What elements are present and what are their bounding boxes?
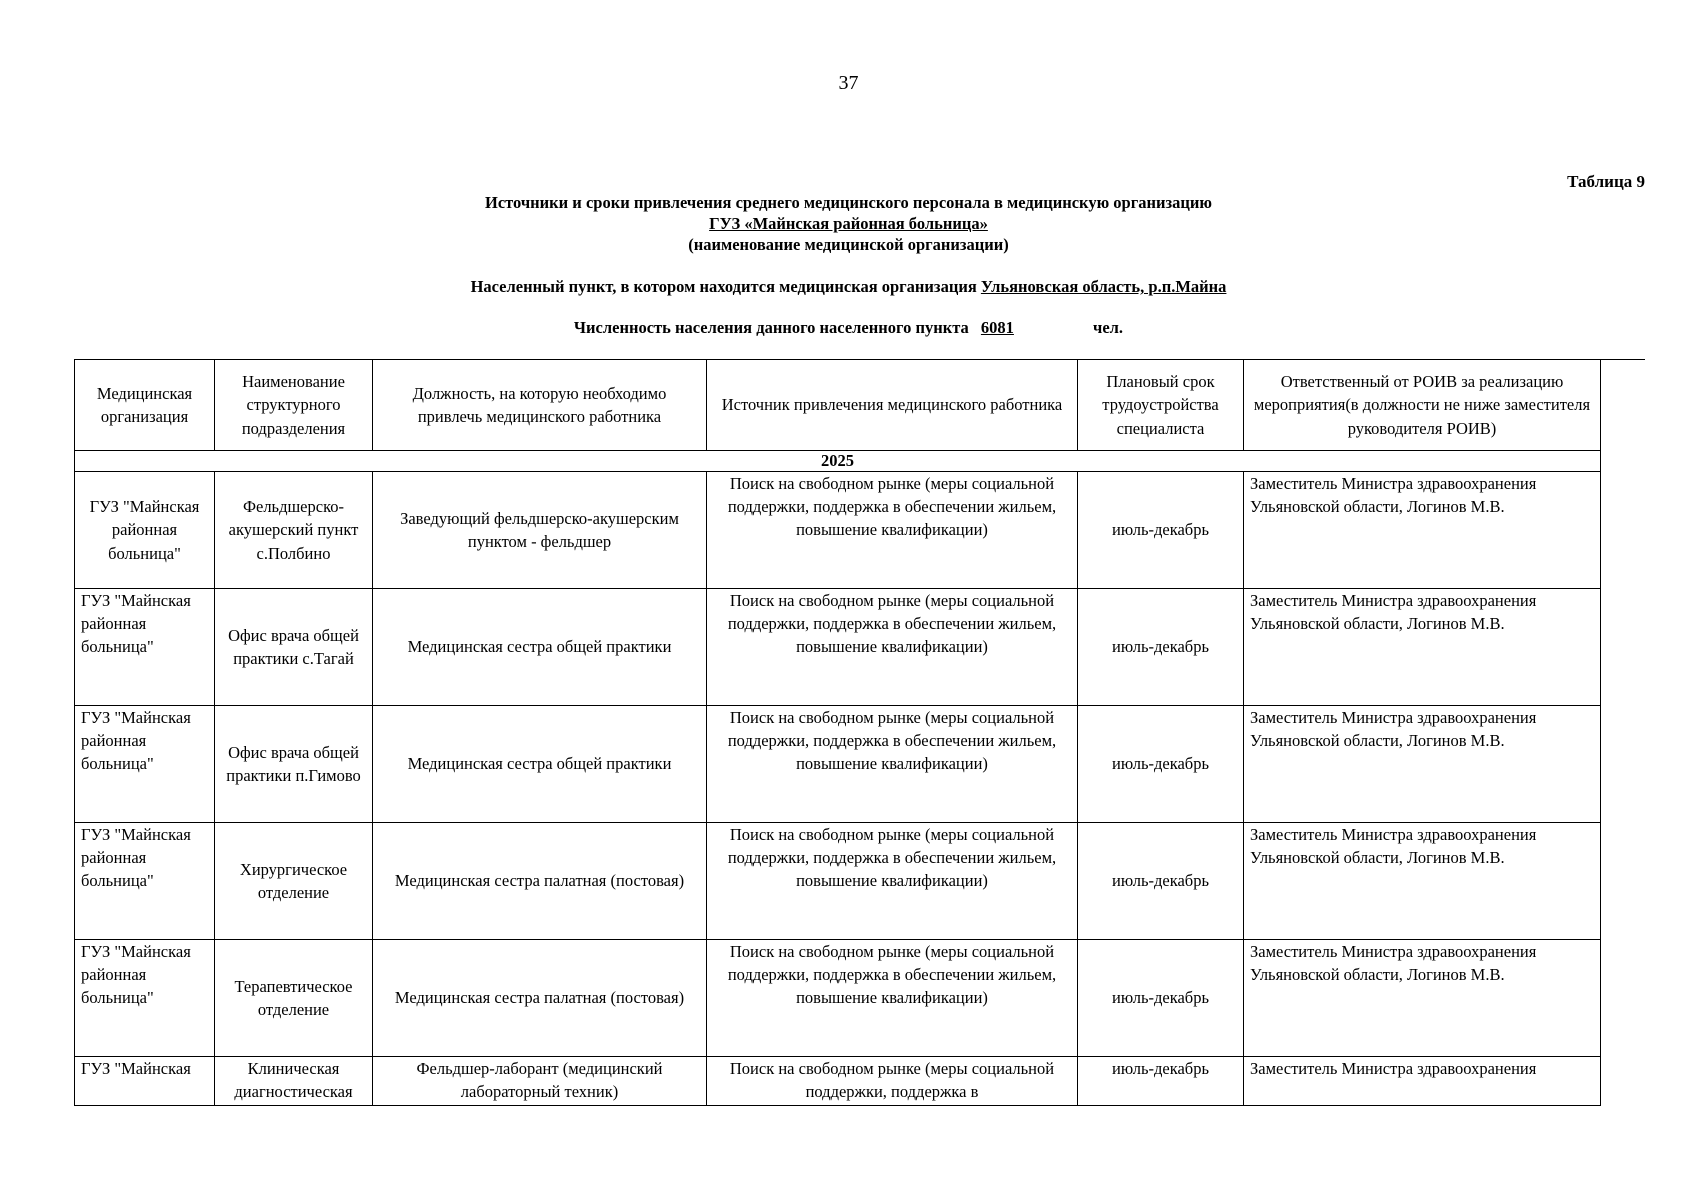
cell-position: Фельдшер-лаборант (медицинский лабораторный техник) bbox=[373, 1057, 707, 1106]
cell-organization: ГУЗ "Майнская районная больница" bbox=[75, 589, 215, 706]
col-header-responsible: Ответственный от РОИВ за реализацию мероприятия(в должности не ниже заместителя руководителя РОИВ) bbox=[1244, 360, 1601, 451]
cell-unit: Терапевтическое отделение bbox=[215, 940, 373, 1057]
cell-organization: ГУЗ "Майнская bbox=[75, 1057, 215, 1106]
organization-name-line bbox=[0, 214, 1697, 234]
cell-unit: Офис врача общей практики с.Тагай bbox=[215, 589, 373, 706]
cell-unit: Офис врача общей практики п.Гимово bbox=[215, 706, 373, 823]
document-title: Источники и сроки привлечения среднего медицинского персонала в медицинскую организацию bbox=[484, 193, 1212, 212]
locality-line bbox=[0, 277, 1697, 297]
table-row bbox=[75, 589, 1601, 706]
population-label: Численность населения данного населенного пункта bbox=[573, 318, 969, 337]
cell-position: Медицинская сестра общей практики bbox=[373, 706, 707, 823]
year-label: 2025 bbox=[75, 451, 1601, 472]
cell-term: июль-декабрь bbox=[1078, 472, 1244, 589]
table-header-row bbox=[75, 360, 1601, 451]
table-row bbox=[75, 1057, 1601, 1106]
cell-source: Поиск на свободном рынке (меры социальной поддержки, поддержка в bbox=[707, 1057, 1078, 1106]
cell-responsible: Заместитель Министра здравоохранения Ульяновской области, Логинов М.В. bbox=[1244, 706, 1601, 823]
cell-position: Медицинская сестра общей практики bbox=[373, 589, 707, 706]
col-header-source: Источник привлечения медицинского работника bbox=[707, 360, 1078, 451]
cell-source: Поиск на свободном рынке (меры социальной поддержки, поддержка в обеспечении жильем, повышение квалификации) bbox=[707, 940, 1078, 1057]
cell-source: Поиск на свободном рынке (меры социальной поддержки, поддержка в обеспечении жильем, повышение квалификации) bbox=[707, 823, 1078, 940]
cell-term: июль-декабрь bbox=[1078, 706, 1244, 823]
col-header-position: Должность, на которую необходимо привлечь медицинского работника bbox=[373, 360, 707, 451]
table-row bbox=[75, 940, 1601, 1057]
organization-name: ГУЗ «Майнская районная больница» bbox=[709, 214, 988, 233]
cell-term: июль-декабрь bbox=[1078, 940, 1244, 1057]
cell-source: Поиск на свободном рынке (меры социальной поддержки, поддержка в обеспечении жильем, повышение квалификации) bbox=[707, 589, 1078, 706]
cell-organization: ГУЗ "Майнская районная больница" bbox=[75, 706, 215, 823]
cell-position: Заведующий фельдшерско-акушерским пунктом - фельдшер bbox=[373, 472, 707, 589]
locality-value: Ульяновская область, р.п.Майна bbox=[980, 277, 1227, 296]
col-header-organization: Медицинская организация bbox=[75, 360, 215, 451]
year-row bbox=[75, 451, 1601, 472]
cell-term: июль-декабрь bbox=[1078, 823, 1244, 940]
cell-term: июль-декабрь bbox=[1078, 1057, 1244, 1106]
table-row bbox=[75, 472, 1601, 589]
cell-position: Медицинская сестра палатная (постовая) bbox=[373, 940, 707, 1057]
page-number: 37 bbox=[838, 72, 859, 94]
cell-organization: ГУЗ "Майнская районная больница" bbox=[75, 472, 215, 589]
cell-unit: Клиническая диагностическая bbox=[215, 1057, 373, 1106]
col-header-unit: Наименование структурного подразделения bbox=[215, 360, 373, 451]
cell-source: Поиск на свободном рынке (меры социальной поддержки, поддержка в обеспечении жильем, повышение квалификации) bbox=[707, 706, 1078, 823]
table-row bbox=[75, 706, 1601, 823]
cell-unit: Фельдшерско-акушерский пункт с.Полбино bbox=[215, 472, 373, 589]
cell-responsible: Заместитель Министра здравоохранения Ульяновской области, Логинов М.В. bbox=[1244, 472, 1601, 589]
cell-organization: ГУЗ "Майнская районная больница" bbox=[75, 940, 215, 1057]
staffing-table bbox=[74, 359, 1601, 1106]
cell-organization: ГУЗ "Майнская районная больница" bbox=[75, 823, 215, 940]
cell-source: Поиск на свободном рынке (меры социальной поддержки, поддержка в обеспечении жильем, повышение квалификации) bbox=[707, 472, 1078, 589]
cell-responsible: Заместитель Министра здравоохранения Ульяновской области, Логинов М.В. bbox=[1244, 940, 1601, 1057]
locality-label: Населенный пункт, в котором находится медицинская организация bbox=[470, 277, 977, 296]
cell-responsible: Заместитель Министра здравоохранения Ульяновской области, Логинов М.В. bbox=[1244, 823, 1601, 940]
organization-caption: (наименование медицинской организации) bbox=[688, 235, 1009, 254]
population-line bbox=[0, 318, 1697, 338]
top-rule-extension bbox=[1600, 359, 1645, 360]
cell-position: Медицинская сестра палатная (постовая) bbox=[373, 823, 707, 940]
cell-responsible: Заместитель Министра здравоохранения Ульяновской области, Логинов М.В. bbox=[1244, 589, 1601, 706]
table-number: Таблица 9 bbox=[1567, 172, 1645, 191]
table-row bbox=[75, 823, 1601, 940]
col-header-term: Плановый срок трудоустройства специалиста bbox=[1078, 360, 1244, 451]
cell-term: июль-декабрь bbox=[1078, 589, 1244, 706]
population-unit: чел. bbox=[1093, 318, 1124, 337]
cell-responsible: Заместитель Министра здравоохранения bbox=[1244, 1057, 1601, 1106]
cell-unit: Хирургическое отделение bbox=[215, 823, 373, 940]
population-value: 6081 bbox=[980, 318, 1014, 337]
